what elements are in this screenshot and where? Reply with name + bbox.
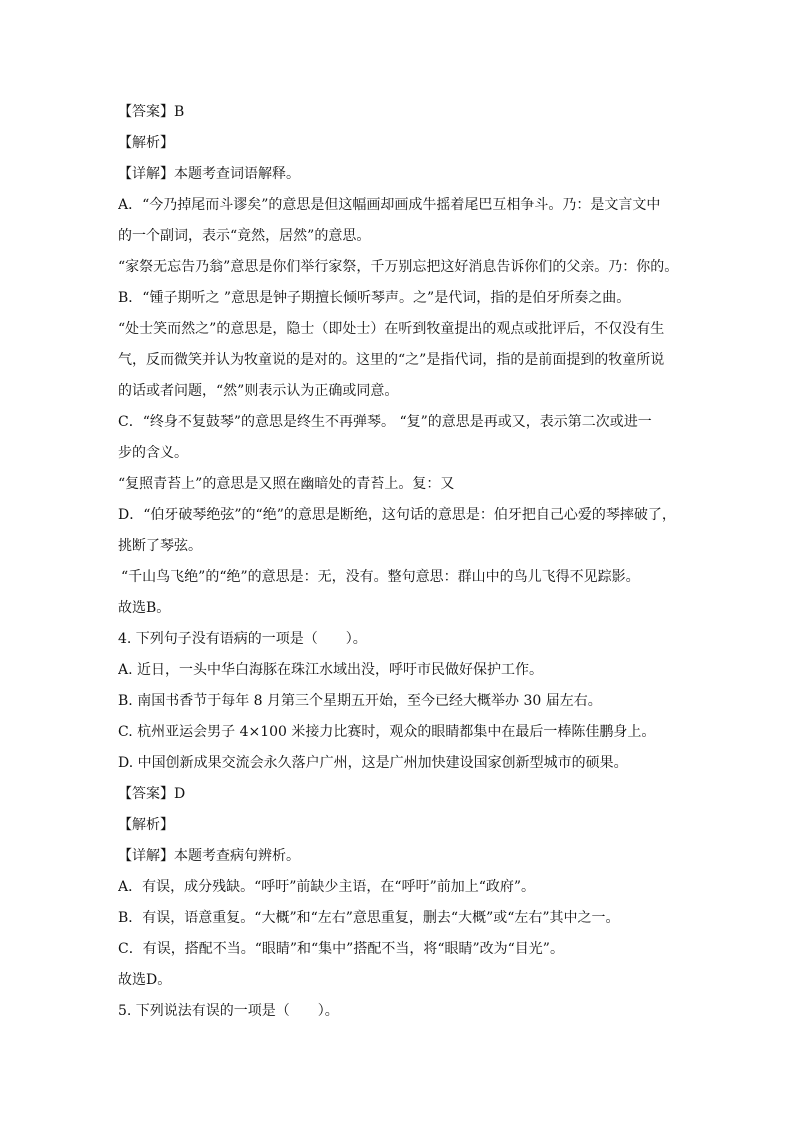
option-b-example-cont-2: 的话或者问题，“然”则表示认为正确或同意。 — [118, 383, 399, 399]
conclusion-2: 故选D。 — [118, 972, 172, 988]
analysis-label-1: 【解析】 — [118, 135, 174, 151]
detail-intro-2: 【详解】本题考查病句辨析。 — [118, 848, 300, 864]
question-4-option-d: D. 中国创新成果交流会永久落户广州，这是广州加快建设国家创新型城市的硕果。 — [118, 755, 628, 771]
question-4-option-a: A. 近日，一头中华白海豚在珠江水域出没，呼吁市民做好保护工作。 — [118, 662, 544, 678]
option-a-explanation-cont: 的一个副词，表示“竟然，居然”的意思。 — [118, 228, 371, 244]
analysis-option-b: B．有误，语意重复。“大概”和“左右”意思重复，删去“大概”或“左右”其中之一。 — [118, 910, 620, 926]
question-4-option-c: C. 杭州亚运会男子 4×100 米接力比赛时，观众的眼睛都集中在最后一棒陈佳鹏身上。 — [118, 724, 656, 740]
option-d-example: “千山鸟飞绝”的“绝”的意思是：无，没有。整句意思：群山中的鸟儿飞得不见踪影。 — [121, 569, 640, 585]
question-4-option-b: B. 南国书香节于每年 8 月第三个星期五开始，至今已经大概举办 30 届左右。 — [118, 693, 602, 709]
option-a-explanation: A．“今乃掉尾而斗谬矣”的意思是但这幅画却画成牛摇着尾巴互相争斗。乃：是文言文中 — [118, 197, 661, 213]
option-c-explanation: C．“终身不复鼓琴”的意思是终生不再弹琴。 “复”的意思是再或又，表示第二次或进一 — [118, 414, 652, 430]
question-5-stem: 5. 下列说法有误的一项是（ ）。 — [118, 1003, 339, 1019]
option-b-example-cont-1: 气，反而微笑并认为牧童说的是对的。这里的“之”是指代词，指的是前面提到的牧童所说 — [118, 352, 665, 368]
detail-intro-1: 【详解】本题考查词语解释。 — [118, 166, 300, 182]
option-b-explanation: B．“锺子期听之 ”意思是钟子期擅长倾听琴声。之”是代词，指的是伯牙所奏之曲。 — [118, 290, 631, 306]
answer-label-1: 【答案】B — [118, 104, 185, 120]
answer-label-2: 【答案】D — [118, 786, 186, 802]
option-d-explanation-cont: 挑断了琴弦。 — [118, 538, 202, 554]
analysis-label-2: 【解析】 — [118, 817, 174, 833]
conclusion-1: 故选B。 — [118, 600, 171, 616]
question-4-stem: 4. 下列句子没有语病的一项是（ ）。 — [118, 631, 367, 647]
analysis-option-a: A．有误，成分残缺。“呼吁”前缺少主语，在“呼吁”前加上“政府”。 — [118, 879, 536, 895]
option-c-example: “复照青苔上”的意思是又照在幽暗处的青苔上。复：又 — [118, 476, 455, 492]
option-d-explanation: D．“伯牙破琴绝弦”的“绝”的意思是断绝，这句话的意思是：伯牙把自己心爱的琴摔破了， — [118, 507, 676, 523]
option-c-explanation-cont: 步的含义。 — [118, 445, 188, 461]
option-b-example: “处士笑而然之”的意思是，隐士（即处士）在听到牧童提出的观点或批评后，不仅没有生 — [118, 321, 665, 337]
option-a-example: “家祭无忘告乃翁”意思是你们举行家祭，千万别忘把这好消息告诉你们的父亲。乃：你的。 — [118, 259, 679, 275]
analysis-option-c: C．有误，搭配不当。“眼睛”和“集中”搭配不当，将“眼睛”改为“目光”。 — [118, 941, 564, 957]
